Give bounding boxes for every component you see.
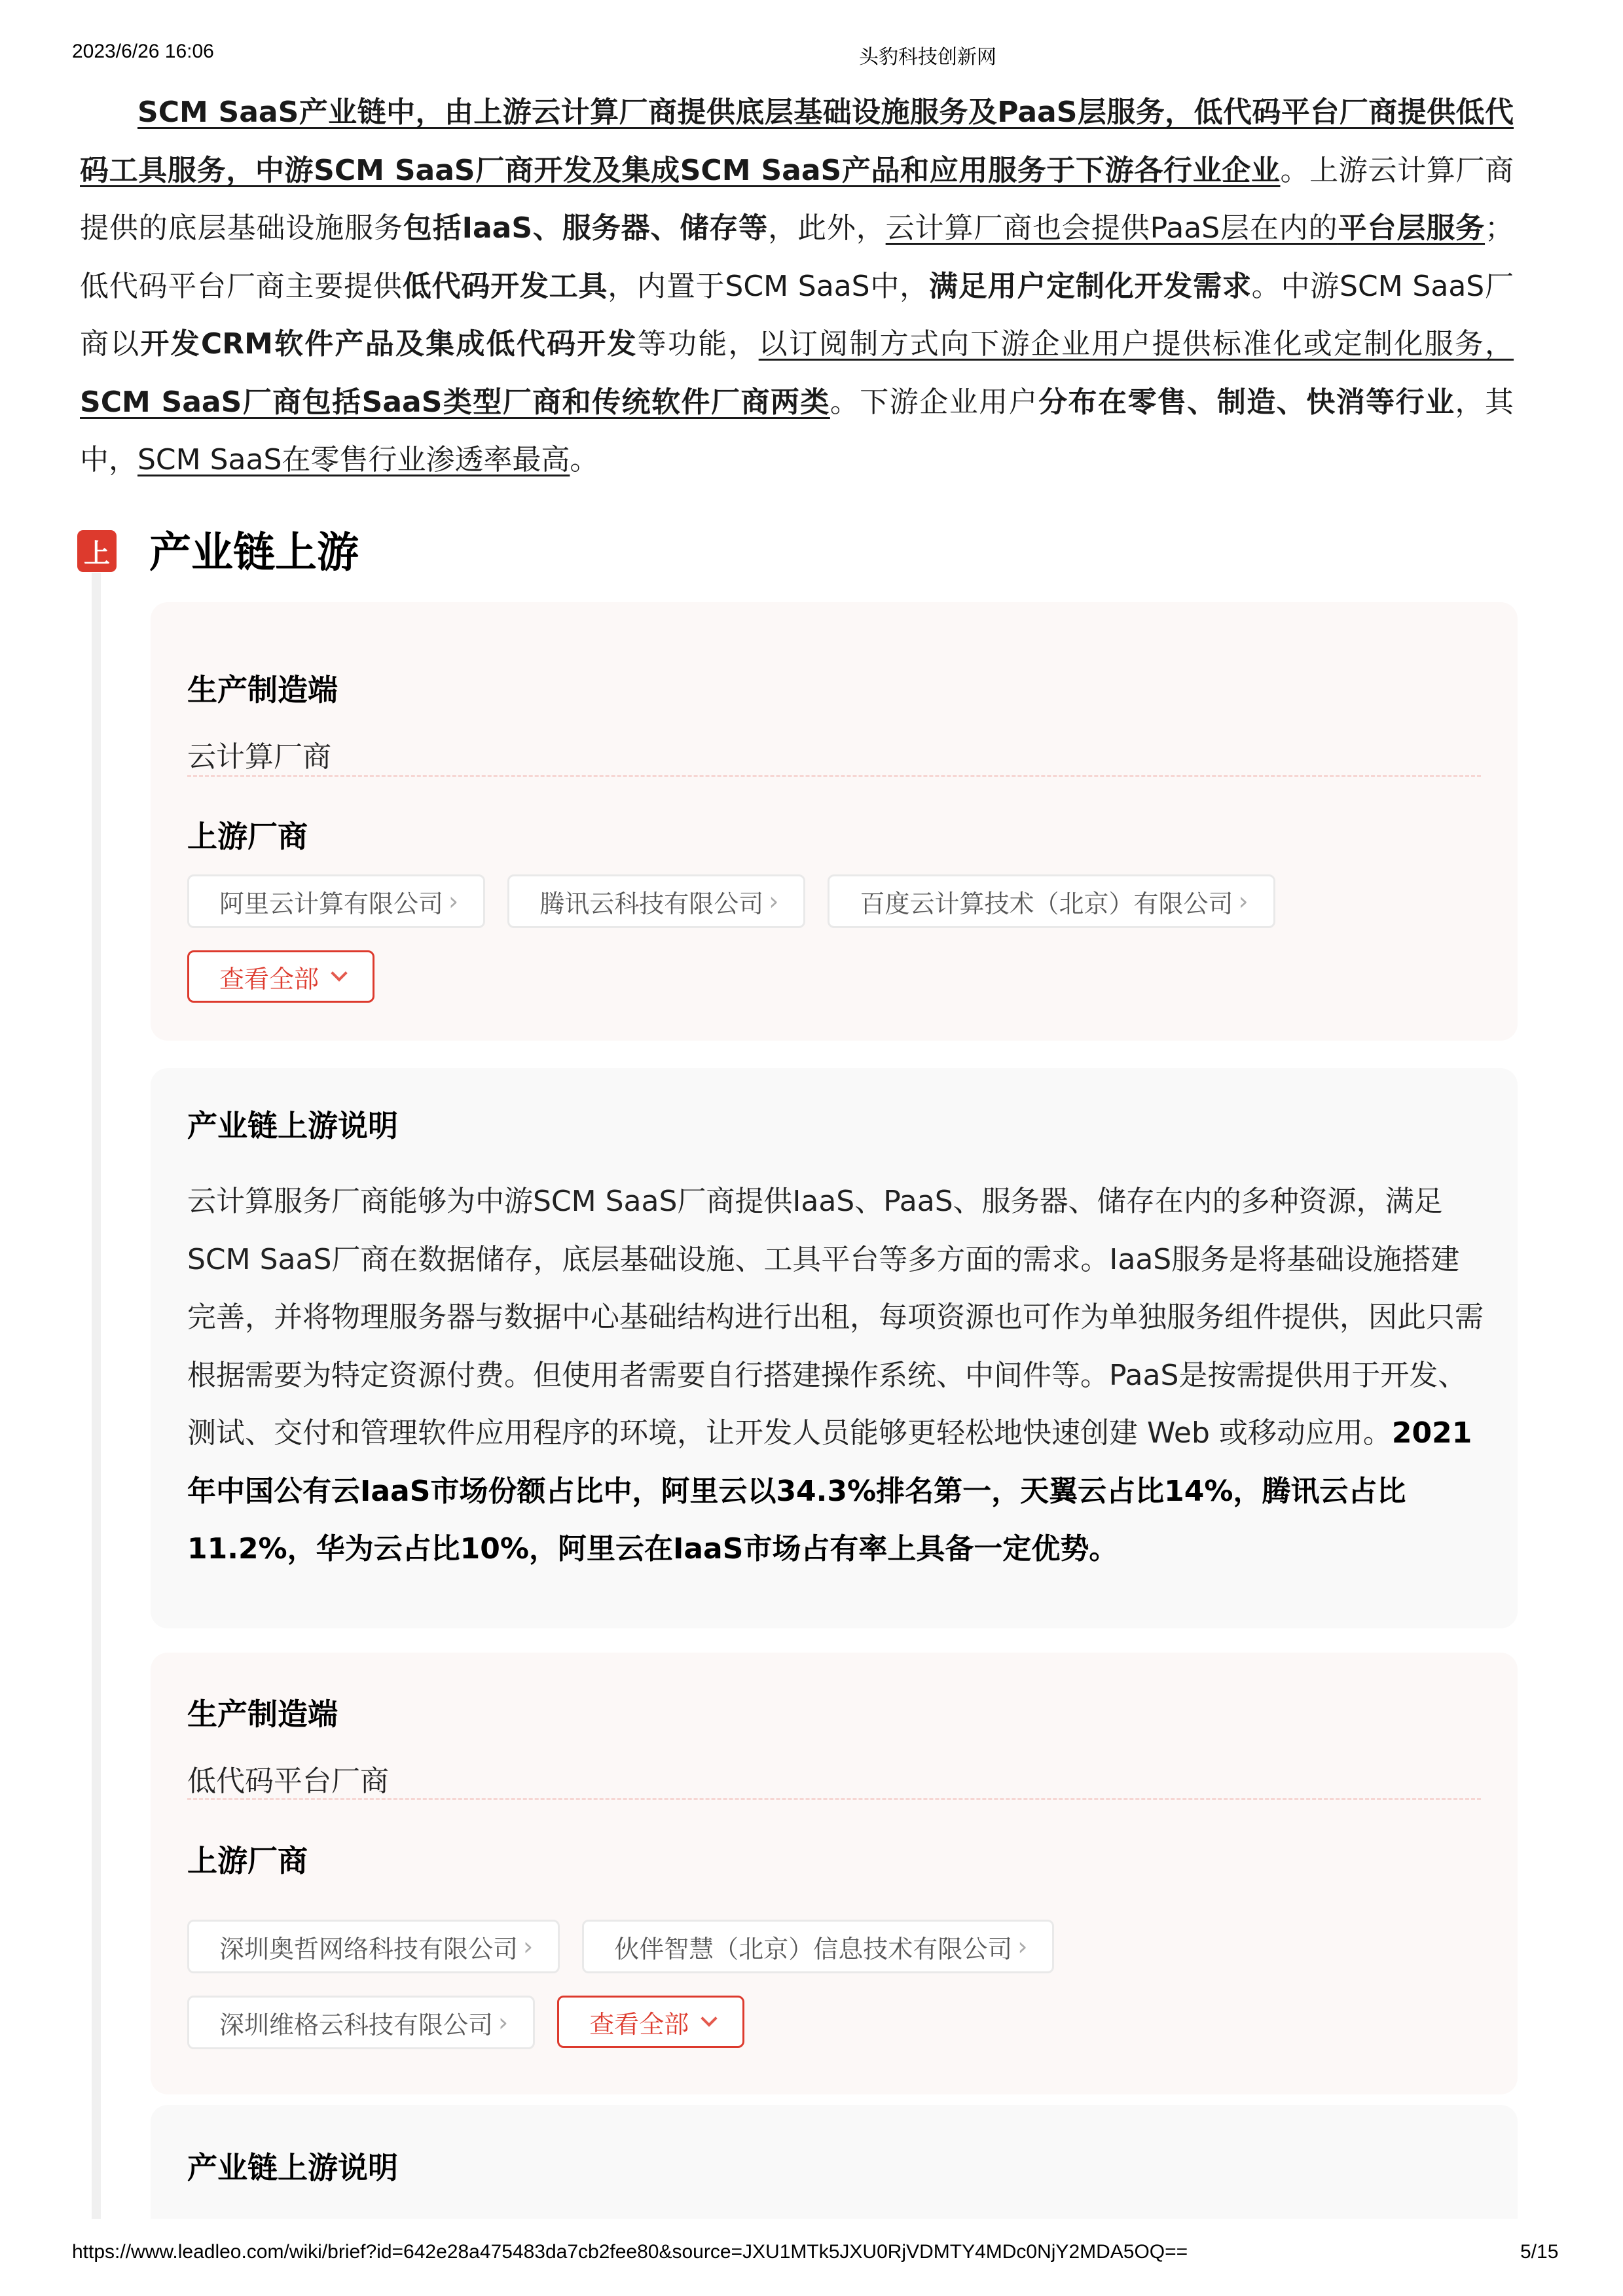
intro-segment: ，其中， [80,385,1514,476]
intro-segment: 。上游云计算厂商提供的底层基础设施服务 [80,153,1514,245]
intro-segment: SCM SaaS在零售行业渗透率最高 [137,443,570,476]
vendor-tag[interactable]: 伙伴智慧（北京）信息技术有限公司 › [582,1920,1054,1973]
chevron-right-icon: › [448,887,459,916]
chevron-right-icon: › [523,1932,534,1961]
dashed-divider [187,775,1481,777]
chevron-right-icon: › [769,887,779,916]
producer-value: 低代码平台厂商 [187,1765,389,1798]
intro-segment: 。 [570,443,599,476]
vendor-tag[interactable]: 深圳奥哲网络科技有限公司 › [187,1920,560,1973]
description-title: 产业链上游说明 [187,2150,398,2185]
view-all-button[interactable]: 查看全部 [187,950,374,1003]
description-title: 产业链上游说明 [187,1108,398,1143]
producer-card-lowcode [151,1653,1518,2094]
vendor-tags [187,1920,1143,2049]
description-highlight: 2021年中国公有云IaaS市场份额占比中，阿里云以34.3%排名第一，天翼云占比14%，腾讯云占比11.2%，华为云占比10%，阿里云在IaaS市场占有率上具备一定优势。 [187,1416,1472,1566]
vendors-label: 上游厂商 [187,819,308,854]
view-all-button[interactable]: 查看全部 [557,1996,744,2048]
upstream-description-card [151,1068,1518,1628]
print-datetime: 2023/6/26 16:06 [72,41,214,62]
vendor-tag[interactable]: 阿里云计算有限公司 › [187,874,485,928]
upstream-description-card [151,2105,1518,2219]
dashed-divider [187,1798,1481,1800]
vendor-tag[interactable]: 百度云计算技术（北京）有限公司 › [828,874,1275,928]
intro-segment: 满足用户定制化开发需求 [928,269,1252,303]
chevron-down-icon [331,965,347,981]
intro-segment: ，内置于SCM SaaS中， [608,269,929,303]
vendors-label: 上游厂商 [187,1843,308,1878]
site-name: 头豹科技创新网 [859,46,996,68]
vendor-tag[interactable]: 腾讯云科技有限公司 › [507,874,805,928]
intro-segment: 分布在零售、制造、快消等行业 [1038,385,1455,419]
producer-label: 生产制造端 [187,1696,338,1732]
chevron-down-icon [701,2010,718,2026]
chevron-right-icon: › [1238,887,1249,916]
page-number: 5/15 [1520,2241,1559,2263]
intro-paragraph [80,84,1514,490]
section-title: 产业链上游 [149,529,359,577]
intro-segment: 平台层服务 [1338,211,1486,245]
intro-segment: 包括IaaS、服务器、储存等 [403,211,769,245]
timeline-line [92,573,101,2219]
intro-segment: 开发CRM软件产品及集成低代码开发 [140,327,638,361]
producer-card-cloud [151,602,1518,1041]
page-url: https://www.leadleo.com/wiki/brief?id=642e28a475483da7cb2fee80&source=JXU1MTk5JXU0RjVDMTY4MDc0NjY2MDA5OQ== [72,2241,1188,2263]
producer-value: 云计算厂商 [187,740,331,774]
intro-segment: ，此外， [768,211,886,245]
chevron-right-icon: › [1017,1932,1028,1961]
vendor-tags [187,874,1481,1003]
intro-segment: 以订阅制方式向下游企业用户提供标准化或定制化服务， [758,327,1514,361]
section-badge-upstream: 上 [77,530,117,572]
vendor-tag[interactable]: 深圳维格云科技有限公司 › [187,1996,535,2049]
intro-segment: 。下游企业用户 [830,385,1039,419]
intro-segment: 云计算厂商也会提供PaaS层在内的 [885,211,1338,245]
intro-segment: 等功能， [637,327,759,361]
intro-segment: 低代码开发工具 [402,269,608,303]
intro-segment: SCM SaaS产业链中，由上游云计算厂商提供底层基础设施服务及PaaS层服务，低代码平台厂商提供低代码工具服务，中游SCM SaaS厂商开发及集成SCM SaaS产品和应用服务于下游各行业企业 [80,96,1514,187]
intro-segment: 。中游SCM SaaS厂商以 [80,269,1514,361]
producer-label: 生产制造端 [187,672,338,708]
intro-segment: SCM SaaS厂商包括SaaS类型厂商和传统软件厂商两类 [80,385,830,419]
intro-segment: ；低代码平台厂商主要提供 [80,211,1514,303]
chevron-right-icon: › [498,2008,509,2037]
description-body: 云计算服务厂商能够为中游SCM SaaS厂商提供IaaS、PaaS、服务器、储存在内的多种资源，满足SCM SaaS厂商在数据储存，底层基础设施、工具平台等多方面的需求。IaaS服务是将基础设施搭建完善，并将物理服务器与数据中心基础结构进行出租，每项资源也可作为单独服务组件提供，因此只需根据需要为特定资源付费。但使用者需要自行搭建操作系统、中间件等。PaaS是按需提供用于开发、测试、交付和管理软件应用程序的环境，让开发人员能够更轻松地快速创建 Web 或移动应用。2021年中国公有云IaaS市场份额占比中，阿里云以34.3%排名第一，天翼云占比14%，腾讯云占比11.2%，华为云占比10%，阿里云在IaaS市场占有率上具备一定优势。 [187,1185,1484,1566]
